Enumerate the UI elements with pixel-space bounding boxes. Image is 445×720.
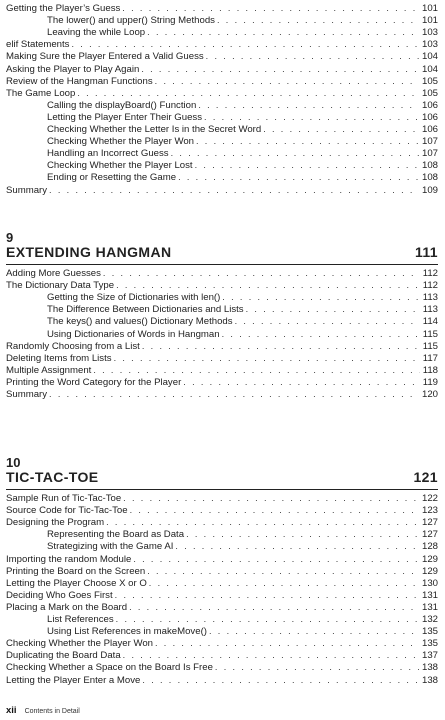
toc-entry-title: Designing the Program [6, 517, 105, 529]
page-footer [6, 705, 80, 716]
dot-leader [49, 388, 419, 400]
toc-entry [47, 147, 438, 159]
toc-entry-title: The Dictionary Data Type [6, 280, 115, 292]
toc-entry [47, 123, 438, 135]
toc-entry-title: Letting the Player Enter a Move [6, 674, 141, 686]
toc-entry-page: 118 [422, 364, 438, 376]
toc-entry-title: Checking Whether the Player Won [47, 136, 194, 148]
toc-entry-page: 127 [421, 517, 438, 529]
toc-entry [6, 661, 438, 673]
toc-entry-title: Summary [6, 389, 48, 400]
toc-entry-page: 130 [421, 577, 438, 589]
toc-entry [6, 267, 438, 279]
toc-entry [6, 565, 438, 577]
toc-entry [6, 279, 438, 291]
toc-entry-title: Randomly Choosing from a List [6, 340, 140, 352]
toc-entry-page: 104 [421, 63, 438, 75]
chapter-page: 111 [414, 244, 438, 260]
dot-leader [175, 540, 419, 552]
toc-entry-page: 138 [421, 674, 438, 686]
dot-leader [116, 613, 419, 625]
toc-entry-title: Letting the Player Enter Their Guess [47, 111, 203, 123]
dot-leader [183, 376, 419, 388]
toc-entry [6, 504, 438, 516]
toc-entry-title: Printing the Board on the Screen [6, 565, 146, 577]
toc-entry-page: 112 [422, 268, 438, 279]
toc-entry [6, 553, 438, 565]
dot-leader [215, 661, 419, 673]
dot-leader [147, 565, 419, 577]
chapter-number: 10 [6, 455, 21, 470]
toc-entry-title: Importing the random Module [6, 553, 132, 565]
toc-entry [6, 649, 438, 661]
toc-entry [47, 171, 438, 183]
toc-entry [6, 388, 438, 400]
toc-entry-page: 123 [421, 505, 438, 517]
dot-leader [122, 2, 419, 14]
toc-entry [47, 328, 438, 340]
toc-entry-page: 129 [421, 565, 438, 577]
dot-leader [142, 674, 419, 686]
dot-leader [116, 279, 420, 291]
toc-entry-title: Review of the Hangman Functions [6, 75, 153, 87]
toc-entry-title: Strategizing with the Game AI [47, 541, 174, 553]
toc-entry [47, 14, 438, 26]
toc-entry-title: Checking Whether the Player Lost [47, 160, 193, 172]
toc-entry-page: 119 [422, 376, 438, 388]
toc-entry [47, 99, 438, 111]
dot-leader [246, 303, 420, 315]
toc-entry [47, 303, 438, 315]
toc-entry-page: 108 [421, 160, 438, 172]
dot-leader [155, 637, 419, 649]
toc-entry [6, 637, 438, 649]
toc-entry [6, 340, 438, 352]
toc-entry [47, 291, 438, 303]
dot-leader [155, 75, 419, 87]
dot-leader [77, 87, 419, 99]
toc-entry-title: The Game Loop [6, 87, 76, 99]
dot-leader [222, 328, 420, 340]
toc-entry [6, 63, 438, 75]
toc-entry [47, 159, 438, 171]
toc-entry-page: 137 [421, 650, 438, 662]
dot-leader [130, 504, 419, 516]
toc-entry-title: The lower() and upper() String Methods [47, 15, 215, 27]
toc-entry [47, 540, 438, 552]
toc-entry-title: Source Code for Tic-Tac-Toe [6, 505, 128, 517]
chapter-heading [6, 469, 438, 490]
dot-leader [71, 38, 419, 50]
dot-leader [147, 26, 419, 38]
toc-entry [6, 674, 438, 686]
toc-entry-page: 128 [421, 541, 438, 553]
toc-entry [6, 492, 438, 504]
toc-entry-title: Making Sure the Player Entered a Valid Guess [6, 51, 204, 63]
dot-leader [115, 589, 419, 601]
toc-entry [6, 364, 438, 376]
dot-leader [186, 528, 419, 540]
running-title: Contents in Detail [24, 708, 80, 715]
page-folio: xii [6, 705, 17, 716]
toc-entry-page: 135 [421, 626, 438, 638]
toc-entry [6, 75, 438, 87]
toc-entry-page: 115 [422, 340, 438, 352]
toc-entry-title: Getting the Player’s Guess [6, 3, 121, 14]
dot-leader [123, 492, 419, 504]
toc-entry [6, 589, 438, 601]
toc-entry-title: Using Dictionaries of Words in Hangman [47, 328, 220, 340]
toc-entry-title: Placing a Mark on the Board [6, 601, 128, 613]
dot-leader [106, 516, 419, 528]
toc-entry-page: 101 [421, 3, 438, 14]
toc-entry-page: 117 [422, 352, 438, 364]
chapter-heading [6, 244, 438, 265]
toc-entry [6, 2, 438, 14]
toc-entry [47, 528, 438, 540]
toc-entry [47, 135, 438, 147]
toc-entry-page: 103 [421, 39, 438, 51]
toc-entry-title: Deleting Items from Lists [6, 352, 112, 364]
toc-entry [47, 315, 438, 327]
toc-entry-title: Getting the Size of Dictionaries with len() [47, 292, 221, 304]
toc-entry-title: Asking the Player to Play Again [6, 63, 140, 75]
toc-entry-title: The keys() and values() Dictionary Methods [47, 316, 233, 328]
toc-entry-page: 135 [421, 638, 438, 650]
dot-leader [178, 171, 419, 183]
toc-entry [6, 184, 438, 196]
toc-entry [47, 625, 438, 637]
dot-leader [206, 50, 419, 62]
chapter-number: 9 [6, 230, 14, 245]
toc-entry-page: 122 [421, 493, 438, 504]
toc-entry-page: 112 [422, 280, 438, 292]
toc-entry [6, 352, 438, 364]
dot-leader [149, 577, 419, 589]
chapter-page: 121 [413, 469, 438, 485]
dot-leader [123, 649, 419, 661]
toc-entry [6, 50, 438, 62]
toc-entry-title: Checking Whether the Letter Is in the Secret Word [47, 124, 262, 135]
toc-entry-page: 138 [421, 662, 438, 674]
toc-entry [6, 516, 438, 528]
dot-leader [209, 625, 419, 637]
toc-entry-title: Multiple Assignment [6, 364, 92, 376]
toc-entry-title: Using List References in makeMove() [47, 626, 207, 638]
toc-entry-page: 114 [422, 316, 438, 328]
dot-leader [103, 267, 420, 279]
toc-entry [47, 111, 438, 123]
toc-entry-title: Handling an Incorrect Guess [47, 148, 169, 160]
dot-leader [204, 111, 419, 123]
toc-entry-page: 105 [421, 87, 438, 99]
toc-entry [47, 613, 438, 625]
toc-entry-title: Duplicating the Board Data [6, 650, 121, 662]
toc-entry [6, 601, 438, 613]
toc-entry-title: Representing the Board as Data [47, 529, 185, 541]
toc-entry-title: Adding More Guesses [6, 268, 101, 279]
dot-leader [198, 99, 419, 111]
toc-entry [6, 577, 438, 589]
toc-entry-page: 107 [421, 136, 438, 148]
toc-entry-page: 132 [421, 614, 438, 625]
dot-leader [133, 553, 419, 565]
toc-entry-title: Deciding Who Goes First [6, 589, 113, 601]
toc-entry [6, 38, 438, 50]
toc-entry-title: Sample Run of Tic-Tac-Toe [6, 493, 122, 504]
dot-leader [222, 291, 419, 303]
toc-entry-title: Summary [6, 184, 48, 196]
toc-entry-title: Letting the Player Choose X or O [6, 577, 147, 589]
toc-entry-title: Leaving the while Loop [47, 27, 146, 39]
toc-entry-title: elif Statements [6, 39, 70, 51]
dot-leader [129, 601, 419, 613]
dot-leader [114, 352, 420, 364]
toc-entry-page: 113 [422, 292, 438, 304]
toc-entry-title: List References [47, 614, 114, 625]
toc-entry-title: Checking Whether the Player Won [6, 638, 153, 650]
toc-entry-title: Printing the Word Category for the Player [6, 376, 182, 388]
toc-entry [6, 376, 438, 388]
toc-entry-title: Checking Whether a Space on the Board Is Free [6, 662, 213, 674]
toc-entry [47, 26, 438, 38]
dot-leader [217, 14, 419, 26]
toc-entry-page: 108 [421, 172, 438, 184]
dot-leader [235, 315, 420, 327]
toc-entry-title: Ending or Resetting the Game [47, 172, 177, 184]
toc-entry-page: 109 [421, 184, 438, 196]
toc-entry-page: 115 [422, 328, 438, 340]
dot-leader [141, 63, 419, 75]
dot-leader [171, 147, 419, 159]
dot-leader [263, 123, 419, 135]
toc-entry-title: Calling the displayBoard() Function [47, 99, 197, 111]
dot-leader [142, 340, 420, 352]
dot-leader [195, 159, 419, 171]
toc-entry-page: 120 [421, 389, 438, 400]
toc-entry [6, 87, 438, 99]
toc-entry-title: The Difference Between Dictionaries and Lists [47, 304, 244, 316]
dot-leader [49, 184, 419, 196]
chapter-title: EXTENDING HANGMAN [6, 244, 172, 260]
toc-entry-page: 105 [421, 75, 438, 87]
toc-entry-page: 101 [421, 15, 438, 27]
toc-entry-page: 106 [421, 124, 438, 135]
toc-entry-page: 129 [421, 553, 438, 565]
toc-entry-page: 113 [422, 304, 438, 316]
dot-leader [196, 135, 419, 147]
toc-entry-page: 103 [421, 27, 438, 39]
toc-entry-page: 106 [421, 99, 438, 111]
toc-entry-page: 131 [421, 601, 438, 613]
toc-entry-page: 131 [421, 589, 438, 601]
toc-entry-page: 127 [421, 529, 438, 541]
toc-entry-page: 107 [421, 148, 438, 160]
chapter-title: TIC-TAC-TOE [6, 469, 99, 485]
dot-leader [93, 364, 419, 376]
toc-entry-page: 106 [421, 111, 438, 123]
toc-entry-page: 104 [421, 51, 438, 63]
